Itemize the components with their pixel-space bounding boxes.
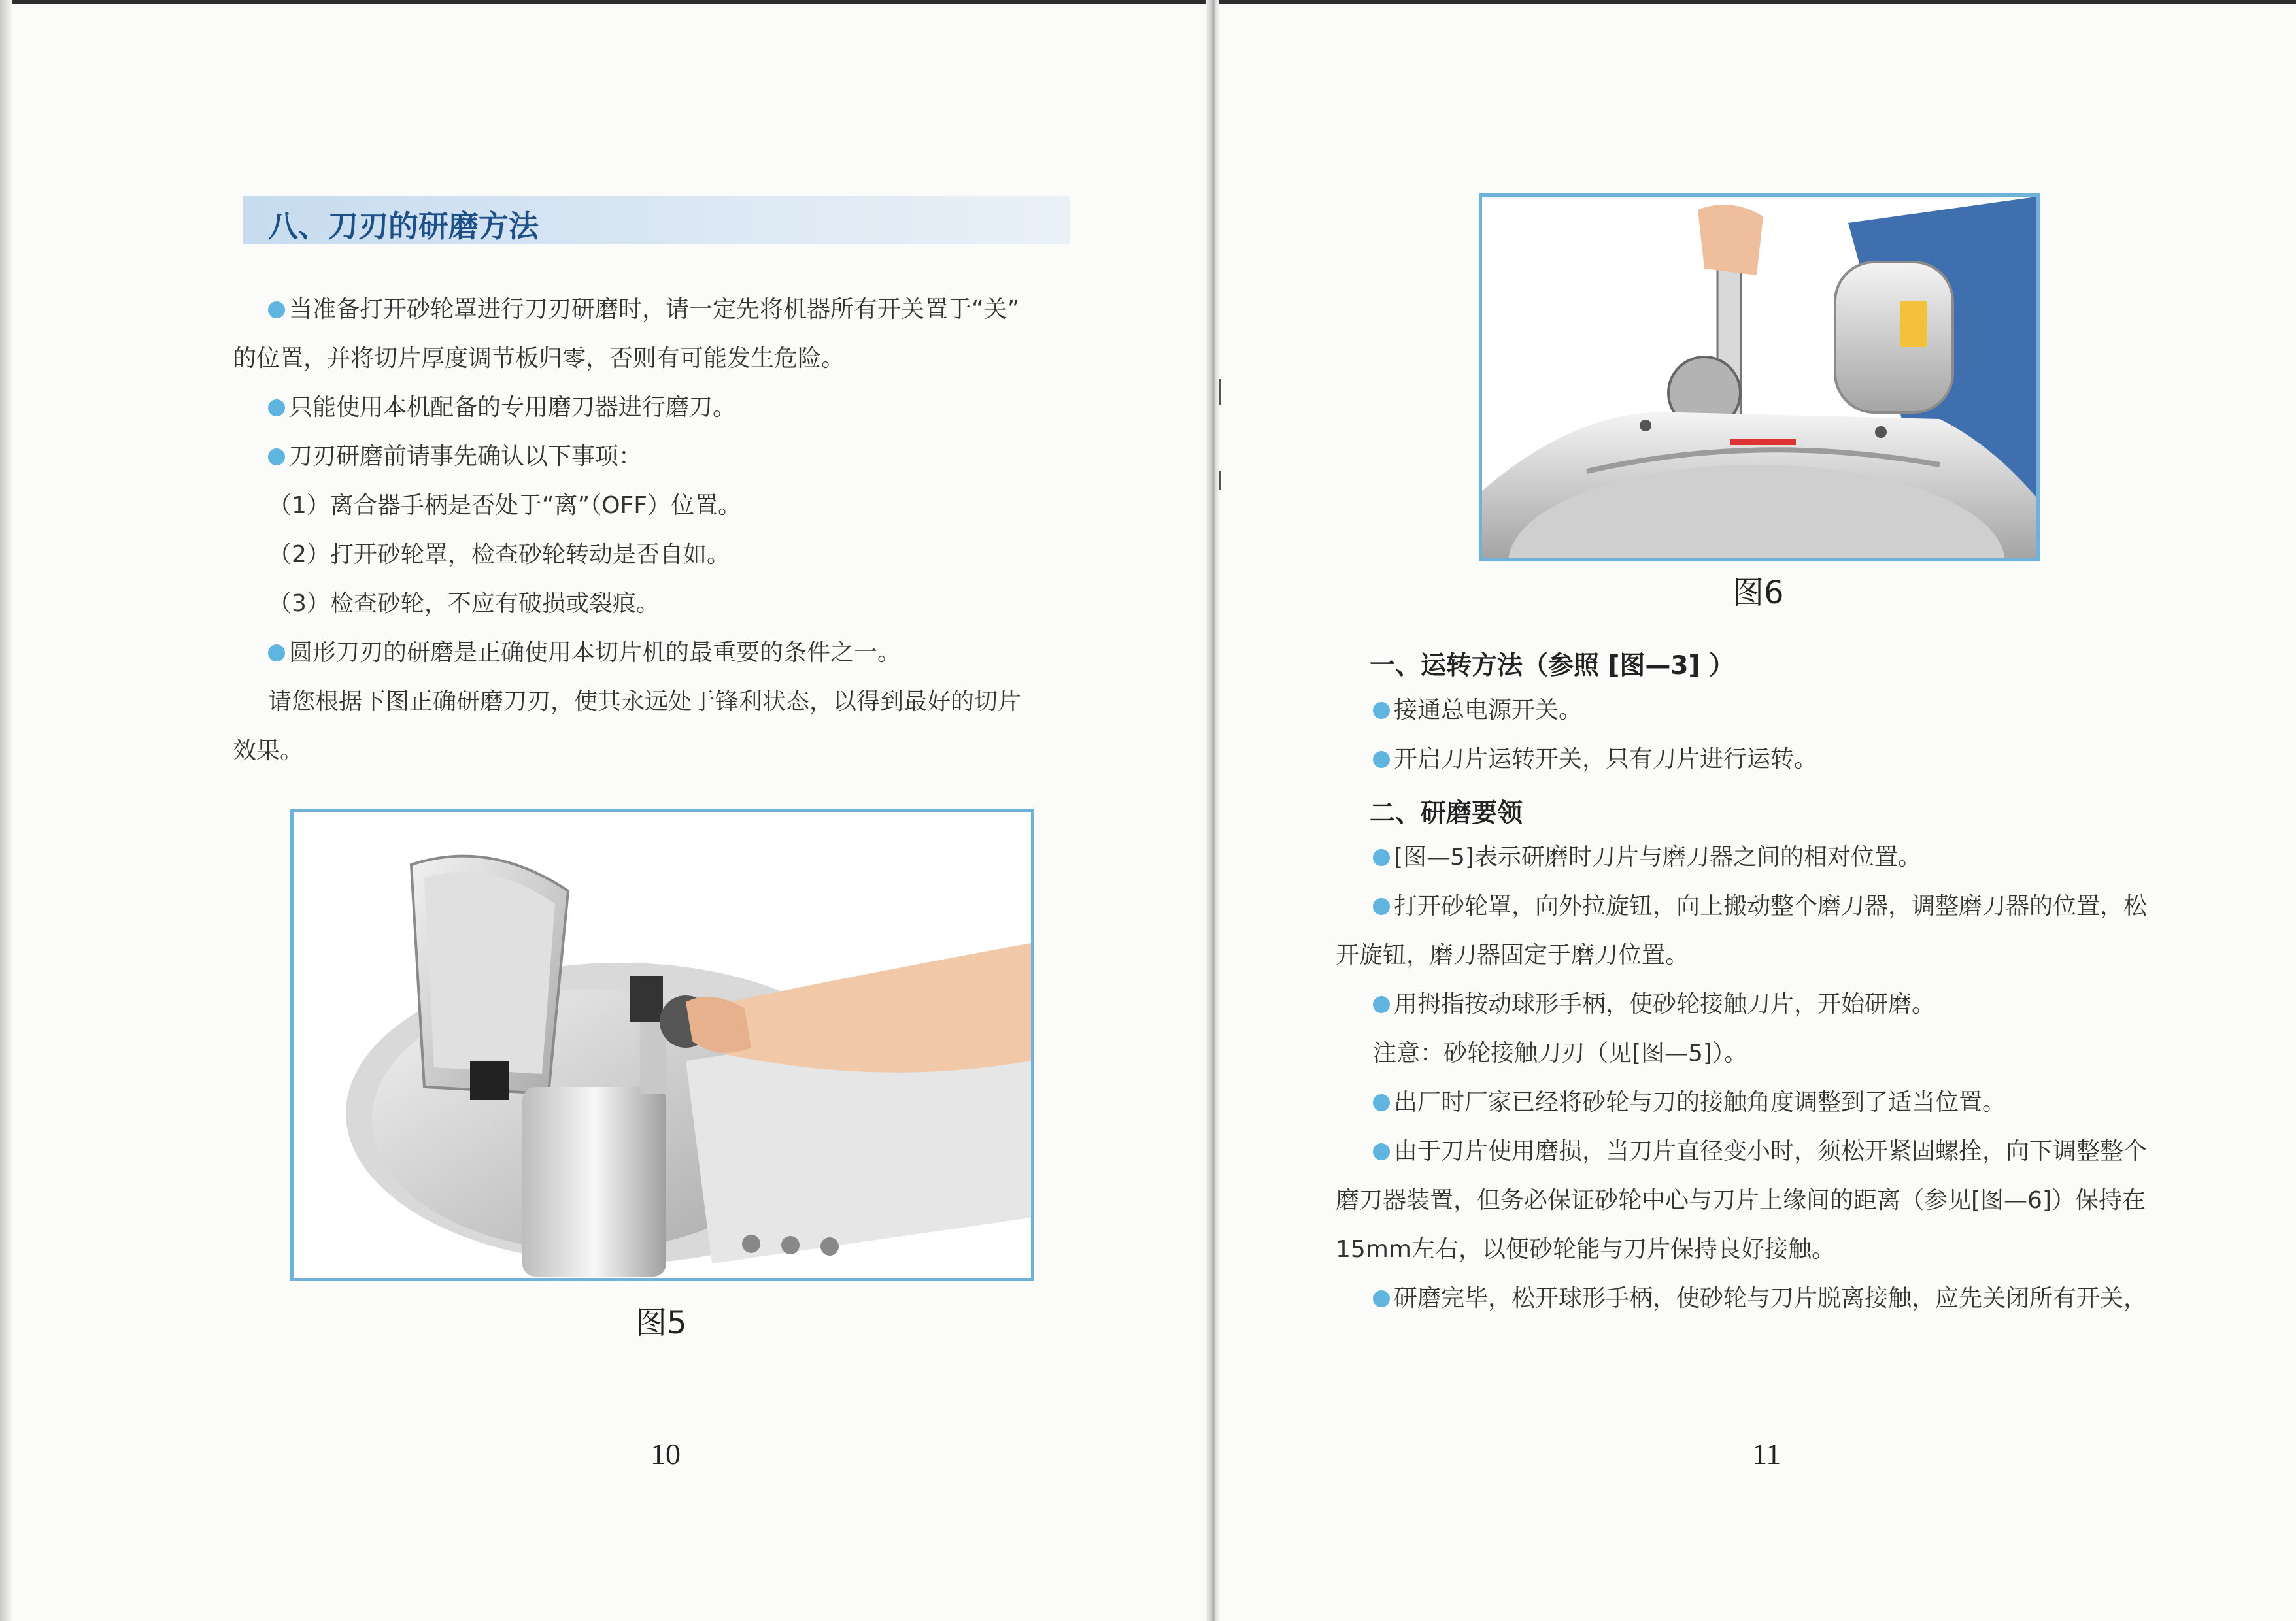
bullet-icon bbox=[1373, 1143, 1390, 1160]
paragraph-3 bbox=[268, 441, 642, 473]
bullet-icon bbox=[1373, 996, 1390, 1013]
figure-6-caption: 图6 bbox=[1732, 575, 1784, 611]
paragraph-text: 打开砂轮罩，向外拉旋钮，向上搬动整个磨刀器，调整磨刀器的位置，松 bbox=[1394, 893, 2148, 920]
paragraph-1-cont bbox=[233, 343, 845, 375]
check-item-1 bbox=[268, 490, 741, 522]
paragraph-text: 注意：砂轮接触刀刃（见[图—5]）。 bbox=[1373, 1040, 1747, 1067]
page-number-right: 11 bbox=[1752, 1437, 1781, 1471]
paragraph-text: 的位置，并将切片厚度调节板归零，否则有可能发生危险。 bbox=[233, 345, 845, 372]
paragraph-text: （2）打开砂轮罩，检查砂轮转动是否自如。 bbox=[268, 541, 730, 568]
paragraph-text: [图—5]表示研磨时刀片与磨刀器之间的相对位置。 bbox=[1394, 844, 1921, 871]
section-2-item-1 bbox=[1373, 842, 1921, 873]
bullet-icon bbox=[268, 399, 285, 416]
figure-6-photo bbox=[1479, 193, 2040, 561]
section-2-item-5 bbox=[1373, 1136, 2147, 1167]
paragraph-text: （1）离合器手柄是否处于“离”（OFF）位置。 bbox=[268, 492, 741, 519]
section-1-item-2 bbox=[1373, 744, 1817, 775]
section-2-item-5-cont2 bbox=[1336, 1234, 1835, 1265]
figure-5-photo bbox=[290, 809, 1034, 1281]
section-1-item-1 bbox=[1373, 695, 1582, 726]
section-2-note bbox=[1373, 1038, 1747, 1069]
paragraph-text: 只能使用本机配备的专用磨刀器进行磨刀。 bbox=[289, 394, 737, 421]
paragraph-text: 开启刀片运转开关，只有刀片进行运转。 bbox=[1394, 746, 1818, 773]
spine-tick bbox=[1219, 471, 1221, 490]
bullet-icon bbox=[268, 301, 285, 318]
check-item-3 bbox=[268, 588, 660, 620]
bullet-icon bbox=[1373, 1290, 1390, 1307]
paragraph-text: 磨刀器装置，但务必保证砂轮中心与刀片上缘间的距离（参见[图—6]）保持在 bbox=[1336, 1187, 2146, 1214]
paragraph-text: 请您根据下图正确研磨刀刃，使其永远处于锋利状态，以得到最好的切片 bbox=[268, 688, 1022, 715]
paragraph-text: 圆形刀刃的研磨是正确使用本切片机的最重要的条件之一。 bbox=[289, 639, 902, 666]
page-right bbox=[1219, 0, 2296, 1621]
paragraph-text: 刀刃研磨前请事先确认以下事项： bbox=[289, 443, 643, 470]
book-spine bbox=[1206, 0, 1219, 1621]
section-2-item-5-cont bbox=[1336, 1185, 2146, 1216]
bullet-icon bbox=[268, 644, 285, 661]
check-item-2 bbox=[268, 539, 730, 571]
bullet-icon bbox=[1373, 849, 1390, 866]
section-2-item-6 bbox=[1373, 1283, 2147, 1314]
page-number-left: 10 bbox=[650, 1437, 681, 1471]
bullet-icon bbox=[1373, 1094, 1390, 1111]
paragraph-1 bbox=[268, 294, 1019, 326]
section-2-item-2 bbox=[1373, 891, 2147, 922]
paragraph-4 bbox=[268, 637, 901, 669]
bullet-icon bbox=[1373, 702, 1390, 719]
paragraph-text: 研磨完毕，松开球形手柄，使砂轮与刀片脱离接触，应先关闭所有开关， bbox=[1394, 1285, 2148, 1312]
paragraph-text: 15mm左右，以便砂轮能与刀片保持良好接触。 bbox=[1336, 1236, 1835, 1263]
section-heading-band bbox=[243, 196, 1070, 244]
bullet-icon bbox=[268, 448, 285, 465]
section-2-title: 二、研磨要领 bbox=[1370, 799, 1523, 828]
paragraph-text: 出厂时厂家已经将砂轮与刀的接触角度调整到了适当位置。 bbox=[1394, 1089, 2006, 1116]
paragraph-5-cont bbox=[233, 735, 303, 767]
paragraph-text: 效果。 bbox=[233, 737, 304, 764]
section-2-item-2-cont bbox=[1336, 940, 1689, 971]
spine-tick bbox=[1219, 379, 1221, 405]
paragraph-text: 开旋钮，磨刀器固定于磨刀位置。 bbox=[1336, 942, 1689, 969]
slicer-sharpener-illustration bbox=[294, 812, 1031, 1278]
bullet-icon bbox=[1373, 898, 1390, 915]
section-heading: 八、刀刃的研磨方法 bbox=[268, 209, 539, 244]
paragraph-text: （3）检查砂轮，不应有破损或裂痕。 bbox=[268, 590, 660, 617]
figure-5-caption: 图5 bbox=[635, 1305, 687, 1341]
paragraph-text: 当准备打开砂轮罩进行刀刃研磨时，请一定先将机器所有开关置于“关” bbox=[289, 296, 1020, 323]
section-1-title: 一、运转方法（参照 [图—3] ） bbox=[1370, 651, 1734, 680]
slicer-measure-illustration bbox=[1482, 197, 2036, 558]
bullet-icon bbox=[1373, 751, 1390, 768]
paragraph-text: 由于刀片使用磨损，当刀片直径变小时，须松开紧固螺拴，向下调整整个 bbox=[1394, 1138, 2148, 1165]
paragraph-text: 接通总电源开关。 bbox=[1394, 697, 1583, 724]
paragraph-text: 用拇指按动球形手柄，使砂轮接触刀片，开始研磨。 bbox=[1394, 991, 1936, 1018]
paragraph-5 bbox=[268, 686, 1021, 718]
paragraph-2 bbox=[268, 392, 736, 424]
section-2-item-4 bbox=[1373, 1087, 2006, 1118]
section-2-item-3 bbox=[1373, 989, 1935, 1020]
